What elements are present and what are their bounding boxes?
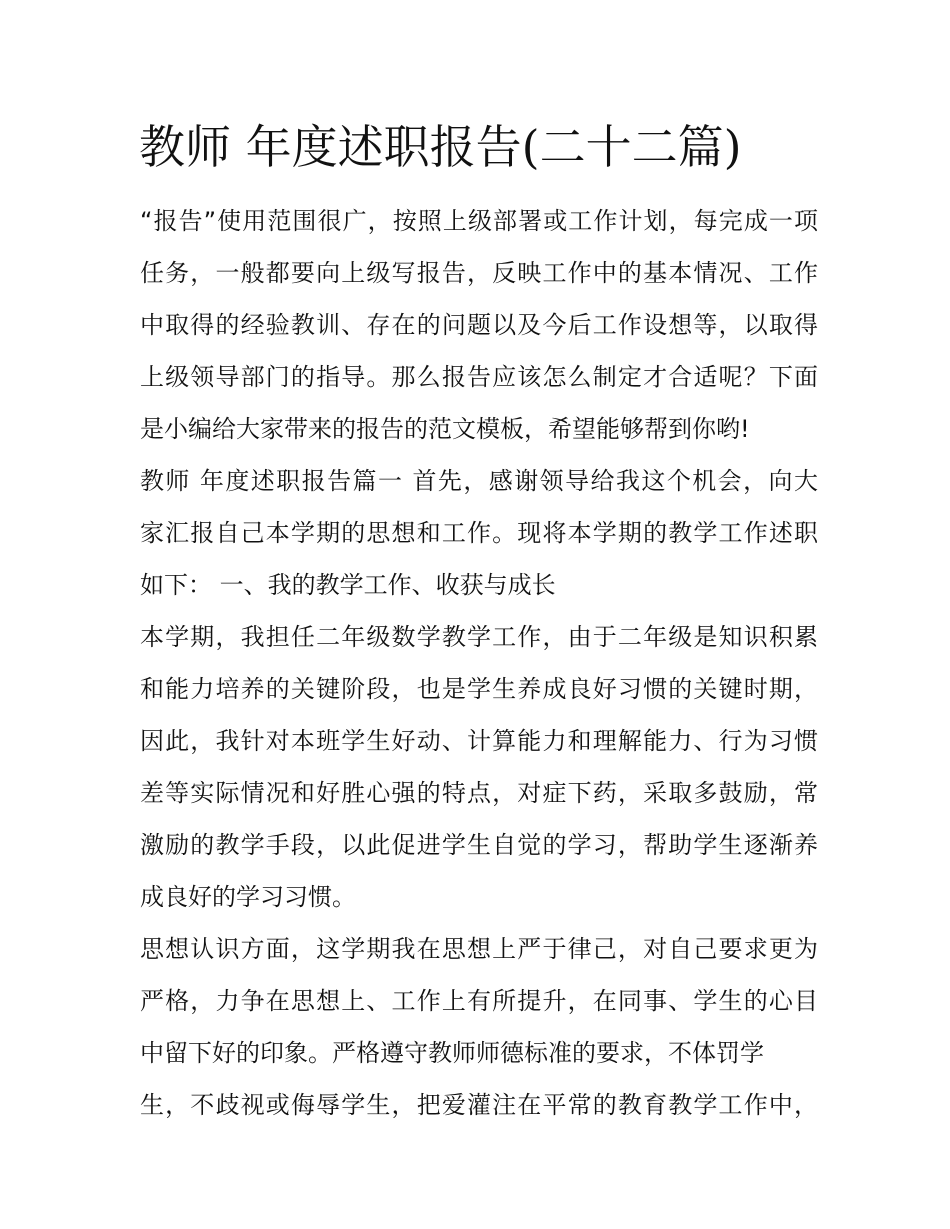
body-line: 是小编给大家带来的报告的范文模板，希望能够帮到你哟!: [140, 415, 750, 443]
body-line: 教师 年度述职报告篇一 首先，感谢领导给我这个机会，向大: [140, 467, 818, 495]
body-line: 和能力培养的关键阶段，也是学生养成良好习惯的关键时期，: [140, 675, 818, 703]
body-line: 成良好的学习习惯。: [140, 883, 356, 911]
document-title: 教师 年度述职报告(二十二篇): [139, 120, 742, 174]
body-line: 差等实际情况和好胜心强的特点，对症下药，采取多鼓励，常: [140, 779, 818, 807]
body-line: 家汇报自己本学期的思想和工作。现将本学期的教学工作述职: [140, 519, 818, 547]
body-line: 任务，一般都要向上级写报告，反映工作中的基本情况、工作: [140, 259, 818, 287]
body-line: 激励的教学手段，以此促进学生自觉的学习，帮助学生逐渐养: [140, 831, 818, 859]
body-line: 中取得的经验教训、存在的问题以及今后工作设想等，以取得: [140, 311, 818, 339]
body-line: 严格，力争在思想上、工作上有所提升，在同事、学生的心目: [140, 987, 818, 1015]
body-line: 如下： 一、我的教学工作、收获与成长: [140, 571, 556, 599]
document-body: [140, 195, 818, 1131]
body-line: 本学期，我担任二年级数学教学工作，由于二年级是知识积累: [140, 623, 818, 651]
body-line: 中留下好的印象。严格遵守教师师德标准的要求，不体罚学: [140, 1039, 764, 1067]
body-line: 上级领导部门的指导。那么报告应该怎么制定才合适呢？下面: [140, 363, 818, 391]
body-line: 因此，我针对本班学生好动、计算能力和理解能力、行为习惯: [140, 727, 818, 755]
body-line: “报告”使用范围很广，按照上级部署或工作计划，每完成一项: [140, 207, 818, 235]
body-line: 生，不歧视或侮辱学生，把爱灌注在平常的教育教学工作中，: [140, 1091, 818, 1119]
body-line: 思想认识方面，这学期我在思想上严于律己，对自己要求更为: [140, 935, 818, 963]
